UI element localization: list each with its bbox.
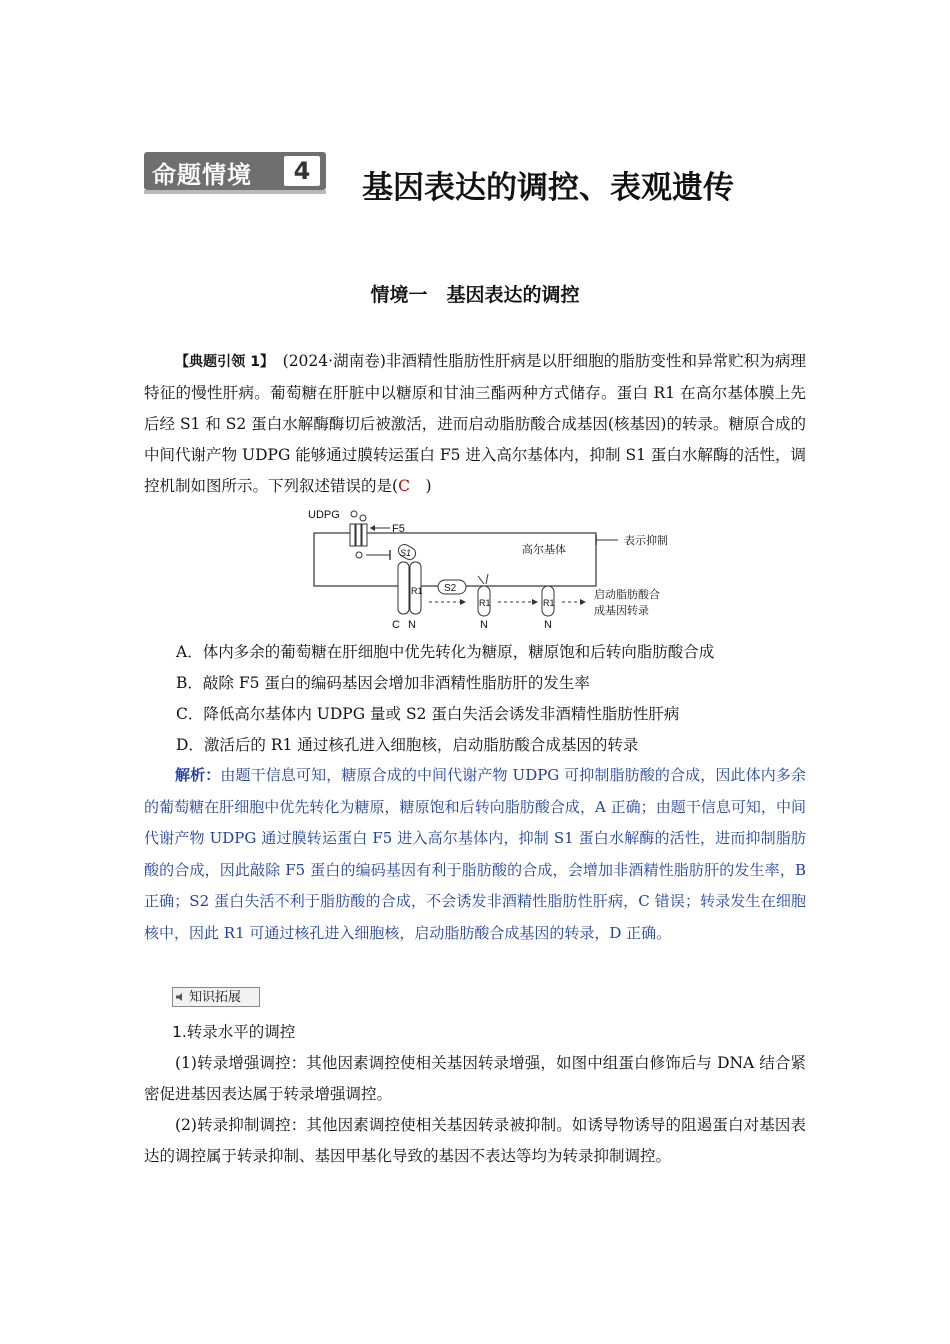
r1-label: R1 xyxy=(479,598,491,608)
chapter-header xyxy=(144,152,824,208)
udpg-molecule xyxy=(351,511,357,517)
option-c[interactable]: C．降低高尔基体内 UDPG 量或 S2 蛋白失活会诱发非酒精性脂肪性肝病 xyxy=(176,705,680,723)
process-arrow-head xyxy=(460,599,466,605)
badge-underline xyxy=(144,190,326,194)
knowledge-tag xyxy=(172,987,260,1007)
question-text xyxy=(144,346,806,502)
cleavage-mark xyxy=(486,574,488,584)
golgi-label: 高尔基体 xyxy=(522,544,566,556)
analysis-label: 解析： xyxy=(175,766,221,784)
badge-number: 4 xyxy=(284,156,320,186)
option-a[interactable]: A．体内多余的葡萄糖在肝细胞中优先转化为糖原，糖原饱和后转向脂肪酸合成 xyxy=(176,643,715,661)
n-terminal-label: N xyxy=(408,619,416,631)
n-terminal-label: N xyxy=(480,619,488,631)
c-terminal-label: C xyxy=(392,619,400,631)
legend-label: 表示抑制 xyxy=(624,535,668,547)
knowledge-label: 知识拓展 xyxy=(189,990,242,1005)
option-d[interactable]: D．激活后的 R1 通过核孔进入细胞核，启动脂肪酸合成基因的转录 xyxy=(176,736,639,754)
regulation-diagram xyxy=(306,504,686,632)
f5-pointer-head xyxy=(370,525,375,531)
knowledge-para-1: (1)转录增强调控：其他因素调控使相关基因转录增强，如图中组蛋白修饰后与 DNA 结合紧密促进基因表达属于转录增强调控。 xyxy=(144,1054,806,1103)
f5-transporter xyxy=(362,524,367,546)
process-arrow-head xyxy=(580,599,586,605)
r1-label: R1 xyxy=(411,586,423,596)
speaker-icon xyxy=(175,992,185,1002)
udpg-molecule xyxy=(360,515,366,521)
question-body: (2024·湖南卷)非酒精性脂肪性肝病是以肝细胞的脂肪变性和异常贮积为病理特征的慢性肝病。葡萄糖在肝脏中以糖原和甘油三酯两种方式储存。蛋白 R1 在高尔基体膜上先后经 S1 和 S2 蛋白水解酶酶切后被激活，进而启动脂肪酸合成基因(核基因)的转录。糖原合成的中间代谢产物 UDPG 能够通过膜转运蛋白 F5 进入高尔基体内，抑制 S1 蛋白水解酶的活性，调控机制如图所示。下列叙述错误的是( xyxy=(144,352,806,495)
analysis-text xyxy=(144,760,806,949)
s2-label: S2 xyxy=(444,583,457,594)
r1-label: R1 xyxy=(543,598,555,608)
r1-protein xyxy=(398,562,409,614)
cleavage-mark xyxy=(478,576,484,584)
n-terminal-label: N xyxy=(544,619,552,631)
f5-label: F5 xyxy=(392,523,405,535)
chapter-badge xyxy=(144,152,326,190)
result-label: 启动脂肪酸合 xyxy=(594,589,660,601)
s1-label: S1 xyxy=(400,548,412,558)
result-label: 成基因转录 xyxy=(594,605,649,617)
knowledge-para-2: (2)转录抑制调控：其他因素调控使相关基因转录被抑制。如诱导物诱导的阻遏蛋白对基因表达的调控属于转录抑制、基因甲基化导致的基因不表达等均为转录抑制调控。 xyxy=(144,1116,806,1165)
udpg-molecule xyxy=(356,552,362,558)
section-title: 情境一 基因表达的调控 xyxy=(370,284,580,306)
page-title: 基因表达的调控、表观遗传 xyxy=(362,170,734,206)
knowledge-subheading: 1.转录水平的调控 xyxy=(172,1023,296,1041)
f5-transporter xyxy=(350,524,355,546)
question-answer: C xyxy=(398,477,410,495)
option-b[interactable]: B．敲除 F5 蛋白的编码基因会增加非酒精性脂肪肝的发生率 xyxy=(176,674,590,692)
question-close: ) xyxy=(409,477,432,495)
udpg-label: UDPG xyxy=(308,509,340,521)
question-label: 【典题引领 1】 xyxy=(175,354,268,370)
badge-label: 命题情境 xyxy=(152,161,252,189)
f5-transporter xyxy=(356,524,361,546)
process-arrow-head xyxy=(532,599,538,605)
analysis-body: 由题干信息可知，糖原合成的中间代谢产物 UDPG 可抑制脂肪酸的合成，因此体内多余的葡萄糖在肝细胞中优先转化为糖原，糖原饱和后转向脂肪酸合成，A 正确；由题干信息可知，中间代谢产物 UDPG 通过膜转运蛋白 F5 进入高尔基体内，抑制 S1 蛋白水解酶的活性，进而抑制脂肪酸的合成，因此敲除 F5 蛋白的编码基因有利于脂肪酸的合成，会增加非酒精性脂肪肝的发生率，B 正确；S2 蛋白失活不利于脂肪酸的合成，不会诱发非酒精性脂肪性肝病，C 错误；转录发生在细胞核中，因此 R1 可通过核孔进入细胞核，启动脂肪酸合成基因的转录，D 正确。 xyxy=(144,766,806,942)
